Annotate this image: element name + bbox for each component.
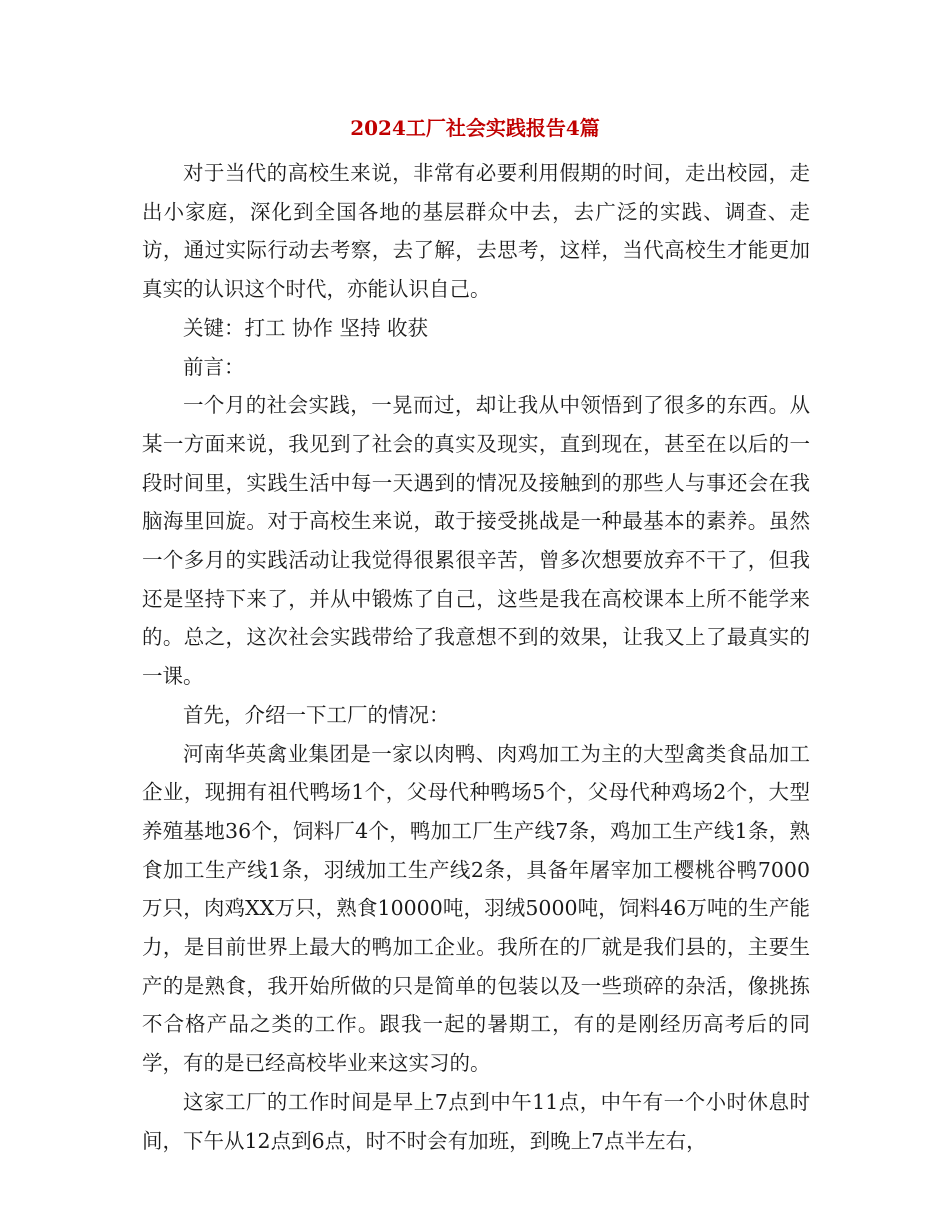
document-body: [142, 154, 810, 1160]
paragraph-intro: 对于当代的高校生来说，非常有必要利用假期的时间，走出校园，走出小家庭，深化到全国各地的基层群众中去，去广泛的实践、调查、走访，通过实际行动去考察，去了解，去思考，这样，当代高校生才能更加真实的认识这个时代，亦能认识自己。: [142, 161, 810, 302]
paragraph-factory-heading: 首先，介绍一下工厂的情况：: [183, 702, 450, 727]
paragraph-factory-info: 河南华英禽业集团是一家以肉鸭、肉鸡加工为主的大型禽类食品加工企业，现拥有祖代鸭场1个，父母代种鸭场5个，父母代种鸡场2个，大型养殖基地36个，饲料厂4个，鸭加工厂生产线7条，鸡加工生产线1条，熟食加工生产线1条，羽绒加工生产线2条，具备年屠宰加工樱桃谷鸭7000万只，肉鸡XX万只，熟食10000吨，羽绒5000吨，饲料46万吨的生产能力，是目前世界上最大的鸭加工企业。我所在的厂就是我们县的，主要生产的是熟食，我开始所做的只是简单的包装以及一些琐碎的杂活，像挑拣不合格产品之类的工作。跟我一起的暑期工，有的是刚经历高考后的同学，有的是已经高校毕业来这实习的。: [142, 741, 810, 1076]
paragraph-preface-heading: 前言：: [183, 354, 245, 379]
paragraph-preface: 一个月的社会实践，一晃而过，却让我从中领悟到了很多的东西。从某一方面来说，我见到了社会的真实及现实，直到现在，甚至在以后的一段时间里，实践生活中每一天遇到的情况及接触到的那些人与事还会在我脑海里回旋。对于高校生来说，敢于接受挑战是一种最基本的素养。虽然一个多月的实践活动让我觉得很累很辛苦，曾多次想要放弃不干了，但我还是坚持下来了，并从中锻炼了自己，这些是我在高校课本上所不能学来的。总之，这次社会实践带给了我意想不到的效果，让我又上了最真实的一课。: [142, 393, 810, 689]
document-title: 2024工厂社会实践报告4篇: [350, 116, 600, 140]
paragraph-keywords: 关键：打工 协作 坚持 收获: [183, 315, 429, 340]
paragraph-work-hours: 这家工厂的工作时间是早上7点到中午11点，中午有一个小时休息时间，下午从12点到6点，时不时会有加班，到晚上7点半左右，: [142, 1089, 810, 1153]
